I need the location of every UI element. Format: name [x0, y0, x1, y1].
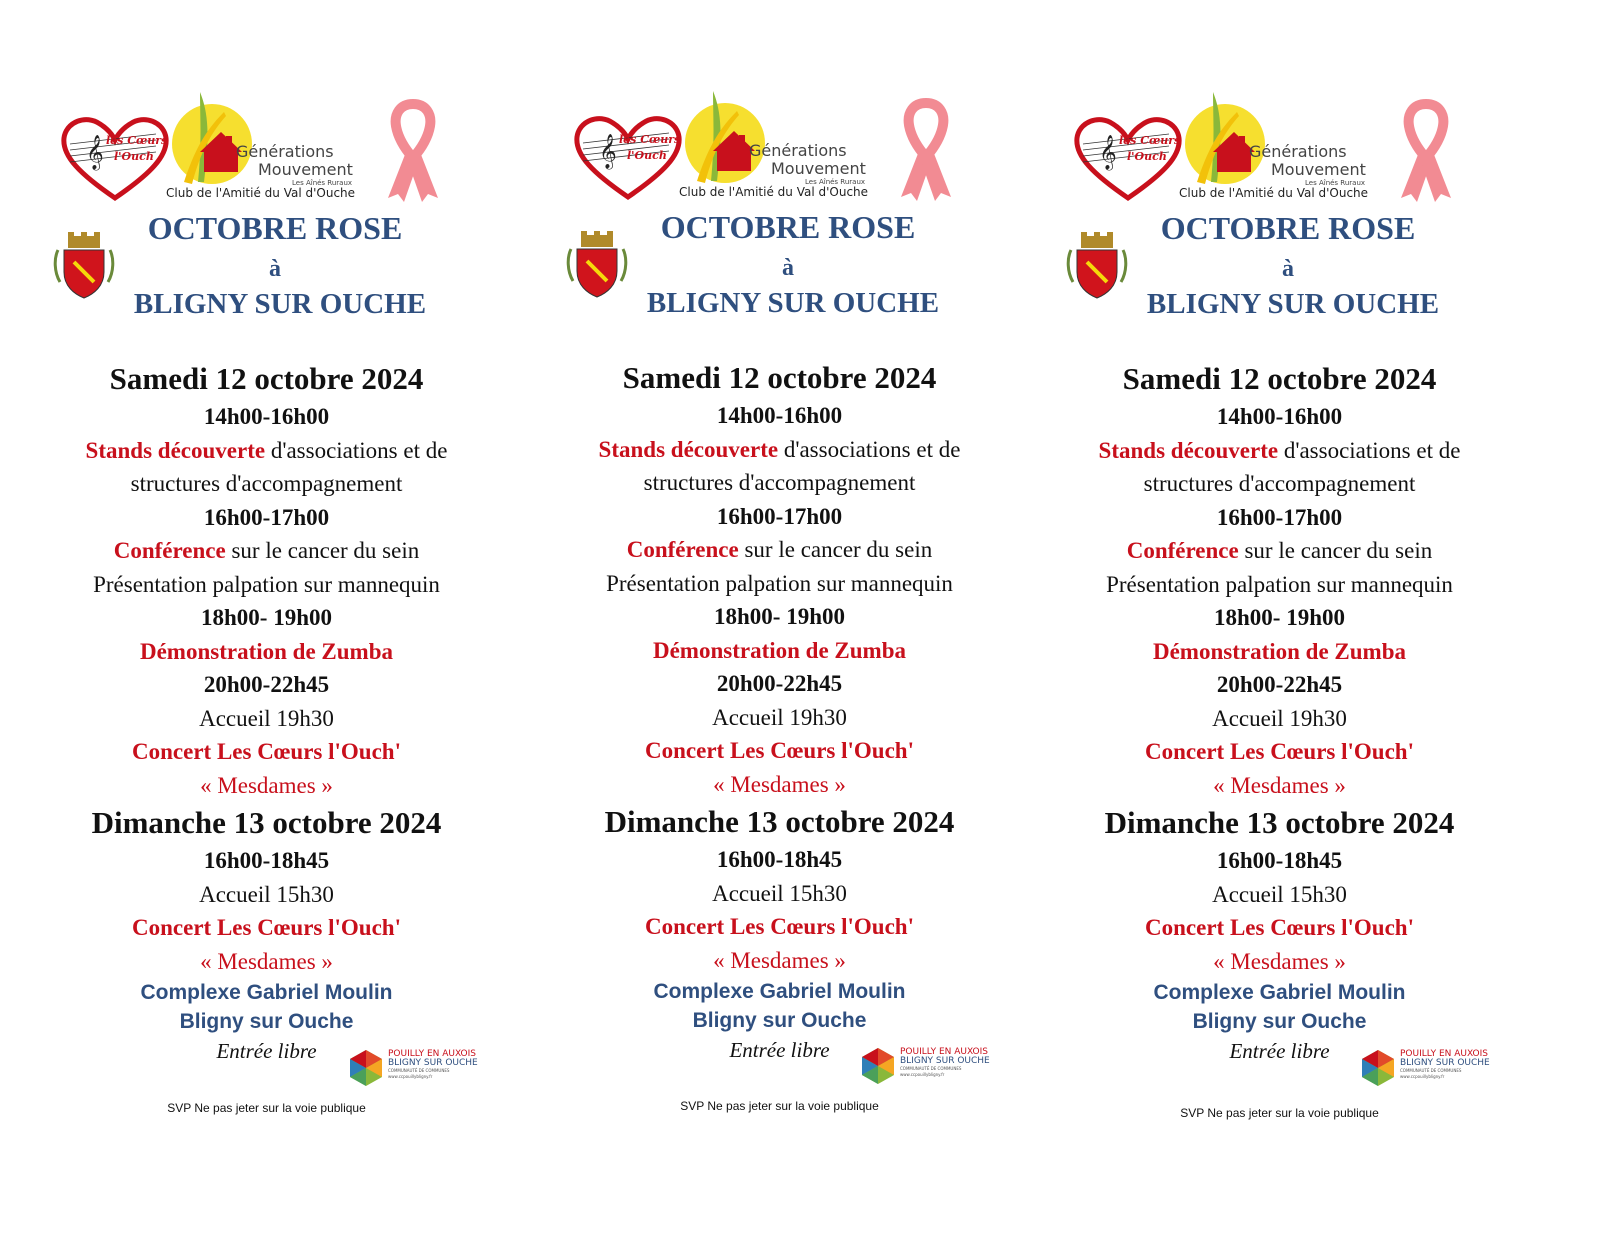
- svg-text:𝄞: 𝄞: [1099, 135, 1117, 170]
- stands-line: [1013, 434, 1546, 468]
- title-place: BLIGNY SUR OUCHE: [133, 288, 427, 320]
- venue-name: Complexe Gabriel Moulin: [653, 980, 906, 1003]
- accueil-sunday: Accueil 15h30: [712, 880, 847, 906]
- day-saturday: Samedi 12 octobre 2024: [109, 361, 424, 396]
- concert-sunday: Concert Les Cœurs l'Ouch': [132, 915, 401, 940]
- heart-music-logo: [1073, 116, 1183, 202]
- cc-line3: COMMUNAUTÉ DE COMMUNES: [1400, 1068, 1462, 1073]
- conference-line: [1013, 534, 1546, 568]
- entree-libre: Entrée libre: [1229, 1039, 1330, 1063]
- cc-line1: POUILLY EN AUXOIS: [900, 1047, 989, 1057]
- heart-music-logo: [573, 115, 683, 201]
- venue-town: Bligny sur Ouche: [179, 1010, 354, 1033]
- svp-notice: SVP Ne pas jeter sur la voie publique: [167, 1101, 366, 1115]
- stands-line2: structures d'accompagnement: [643, 470, 916, 495]
- cc-line3: COMMUNAUTÉ DE COMMUNES: [900, 1066, 962, 1071]
- conference-label: Conférence: [626, 537, 739, 562]
- program: [0, 358, 533, 1066]
- gm-line4: Club de l'Amitié du Val d'Ouche: [679, 185, 869, 199]
- concert-sunday: Concert Les Cœurs l'Ouch': [645, 914, 914, 939]
- gm-line1: Générations: [236, 142, 334, 161]
- svg-text:les Cœurs: les Cœurs: [1119, 134, 1181, 147]
- entree-libre: Entrée libre: [216, 1039, 317, 1063]
- time-slot-2: 16h00-17h00: [203, 504, 330, 530]
- pink-ribbon-icon: [382, 98, 444, 202]
- gm-line2: Mouvement: [1271, 160, 1366, 179]
- title-a: à: [1282, 256, 1294, 282]
- gm-line1: Générations: [749, 141, 847, 160]
- day-sunday: Dimanche 13 octobre 2024: [604, 804, 955, 839]
- stands-label: Stands découverte: [598, 436, 779, 462]
- stands-rest: d'associations et de: [1278, 437, 1461, 463]
- zumba-line: Démonstration de Zumba: [139, 638, 393, 664]
- title-a: à: [269, 256, 281, 282]
- cc-line1: POUILLY EN AUXOIS: [1400, 1049, 1489, 1059]
- conference-label: Conférence: [1126, 538, 1239, 563]
- day-saturday: Samedi 12 octobre 2024: [1122, 361, 1437, 396]
- time-slot-5: 16h00-18h45: [203, 848, 330, 873]
- palpation-line: Présentation palpation sur mannequin: [1106, 571, 1453, 597]
- generations-mouvement-logo: [677, 91, 877, 203]
- svg-text:l'Ouch: l'Ouch: [114, 150, 154, 163]
- gm-line3: Les Aînés Ruraux: [1305, 179, 1366, 187]
- stands-line: [513, 433, 1046, 467]
- conference-line: [513, 533, 1046, 567]
- time-slot-5: 16h00-18h45: [716, 847, 843, 872]
- cc-pouilly-bligny-logo: [856, 1042, 990, 1088]
- accueil-saturday: Accueil 19h30: [199, 705, 334, 731]
- svg-text:l'Ouch: l'Ouch: [627, 149, 667, 162]
- gm-line2: Mouvement: [771, 159, 866, 178]
- palpation-line: Présentation palpation sur mannequin: [606, 570, 953, 596]
- day-saturday: Samedi 12 octobre 2024: [622, 360, 937, 395]
- cc-pouilly-bligny-logo: [1356, 1044, 1490, 1090]
- gm-line4: Club de l'Amitié du Val d'Ouche: [166, 186, 356, 200]
- day-sunday: Dimanche 13 octobre 2024: [91, 805, 442, 840]
- conference-line: [0, 534, 533, 568]
- stands-rest: d'associations et de: [778, 436, 961, 462]
- svp-notice: SVP Ne pas jeter sur la voie publique: [680, 1099, 879, 1113]
- concert-saturday: Concert Les Cœurs l'Ouch': [645, 738, 914, 763]
- gm-line3: Les Aînés Ruraux: [292, 179, 353, 187]
- mesdames-sunday: « Mesdames »: [200, 948, 333, 974]
- cc-line3: COMMUNAUTÉ DE COMMUNES: [388, 1068, 450, 1073]
- cc-line2: BLIGNY SUR OUCHE: [1400, 1058, 1490, 1068]
- accueil-saturday: Accueil 19h30: [1212, 705, 1347, 731]
- mesdames-saturday: « Mesdames »: [713, 771, 846, 797]
- time-slot-4: 20h00-22h45: [716, 671, 843, 696]
- svg-text:les Cœurs: les Cœurs: [619, 133, 681, 146]
- logo-row: [60, 92, 470, 207]
- cc-text: [900, 1048, 990, 1078]
- pink-ribbon-icon: [1395, 98, 1457, 202]
- conference-label: Conférence: [113, 538, 226, 563]
- concert-saturday: Concert Les Cœurs l'Ouch': [1145, 739, 1414, 764]
- title-octobre-rose: OCTOBRE ROSE: [147, 210, 403, 246]
- conference-rest: sur le cancer du sein: [738, 537, 933, 562]
- stands-label: Stands découverte: [85, 437, 266, 463]
- time-slot-2: 16h00-17h00: [1216, 504, 1343, 530]
- time-slot-3: 18h00- 19h00: [1214, 605, 1345, 630]
- venue-town: Bligny sur Ouche: [1192, 1010, 1367, 1033]
- heart-music-logo: [60, 116, 170, 202]
- conference-rest: sur le cancer du sein: [225, 538, 420, 563]
- time-slot-1: 14h00-16h00: [203, 404, 330, 429]
- cc-pouilly-bligny-logo: [344, 1044, 478, 1090]
- mesdames-saturday: « Mesdames »: [200, 772, 333, 798]
- conference-rest: sur le cancer du sein: [1238, 538, 1433, 563]
- time-slot-3: 18h00- 19h00: [714, 604, 845, 629]
- concert-saturday: Concert Les Cœurs l'Ouch': [132, 739, 401, 764]
- title-place: BLIGNY SUR OUCHE: [646, 287, 940, 319]
- mesdames-sunday: « Mesdames »: [713, 947, 846, 973]
- time-slot-4: 20h00-22h45: [1216, 672, 1343, 697]
- generations-mouvement-logo: [164, 92, 364, 204]
- title-octobre-rose: OCTOBRE ROSE: [1160, 210, 1416, 246]
- generations-mouvement-logo: [1177, 92, 1377, 204]
- pink-ribbon-icon: [895, 97, 957, 201]
- gm-line4: Club de l'Amitié du Val d'Ouche: [1179, 186, 1369, 200]
- time-slot-1: 14h00-16h00: [716, 403, 843, 428]
- svp-notice: SVP Ne pas jeter sur la voie publique: [1180, 1106, 1379, 1120]
- time-slot-4: 20h00-22h45: [203, 672, 330, 697]
- cc-text: [388, 1050, 478, 1080]
- mesdames-saturday: « Mesdames »: [1213, 772, 1346, 798]
- time-slot-3: 18h00- 19h00: [201, 605, 332, 630]
- cc-line2: BLIGNY SUR OUCHE: [900, 1056, 990, 1066]
- venue-name: Complexe Gabriel Moulin: [140, 981, 393, 1004]
- entree-libre: Entrée libre: [729, 1038, 830, 1062]
- accueil-sunday: Accueil 15h30: [1212, 881, 1347, 907]
- cc-line4: www.ccpouillybligny.fr: [1400, 1074, 1445, 1079]
- stands-rest: d'associations et de: [265, 437, 448, 463]
- svg-text:𝄞: 𝄞: [86, 135, 104, 170]
- time-slot-2: 16h00-17h00: [716, 503, 843, 529]
- logo-row: [1073, 92, 1483, 207]
- svg-text:l'Ouch: l'Ouch: [1127, 150, 1167, 163]
- time-slot-1: 14h00-16h00: [1216, 404, 1343, 429]
- logo-row: [573, 91, 983, 206]
- svg-text:𝄞: 𝄞: [599, 134, 617, 169]
- accueil-saturday: Accueil 19h30: [712, 704, 847, 730]
- accueil-sunday: Accueil 15h30: [199, 881, 334, 907]
- mesdames-sunday: « Mesdames »: [1213, 948, 1346, 974]
- title-place: BLIGNY SUR OUCHE: [1146, 288, 1440, 320]
- flyer: [1013, 0, 1546, 1236]
- cc-text: [1400, 1050, 1490, 1080]
- stands-line2: structures d'accompagnement: [130, 471, 403, 496]
- venue-name: Complexe Gabriel Moulin: [1153, 981, 1406, 1004]
- cc-line4: www.ccpouillybligny.fr: [900, 1072, 945, 1077]
- program: [513, 357, 1046, 1065]
- stands-label: Stands découverte: [1098, 437, 1279, 463]
- stands-line2: structures d'accompagnement: [1143, 471, 1416, 496]
- title-a: à: [782, 255, 794, 281]
- zumba-line: Démonstration de Zumba: [652, 637, 906, 663]
- flyer: [0, 0, 533, 1236]
- gm-line3: Les Aînés Ruraux: [805, 178, 866, 186]
- palpation-line: Présentation palpation sur mannequin: [93, 571, 440, 597]
- svg-text:les Cœurs: les Cœurs: [106, 134, 168, 147]
- stands-line: [0, 434, 533, 468]
- flyer: [513, 0, 1046, 1235]
- cc-line4: www.ccpouillybligny.fr: [388, 1074, 433, 1079]
- gm-line1: Générations: [1249, 142, 1347, 161]
- time-slot-5: 16h00-18h45: [1216, 848, 1343, 873]
- day-sunday: Dimanche 13 octobre 2024: [1104, 805, 1455, 840]
- gm-line2: Mouvement: [258, 160, 353, 179]
- zumba-line: Démonstration de Zumba: [1152, 638, 1406, 664]
- program: [1013, 358, 1546, 1066]
- title-octobre-rose: OCTOBRE ROSE: [660, 209, 916, 245]
- cc-line2: BLIGNY SUR OUCHE: [388, 1058, 478, 1068]
- concert-sunday: Concert Les Cœurs l'Ouch': [1145, 915, 1414, 940]
- cc-line1: POUILLY EN AUXOIS: [388, 1049, 477, 1059]
- venue-town: Bligny sur Ouche: [692, 1009, 867, 1032]
